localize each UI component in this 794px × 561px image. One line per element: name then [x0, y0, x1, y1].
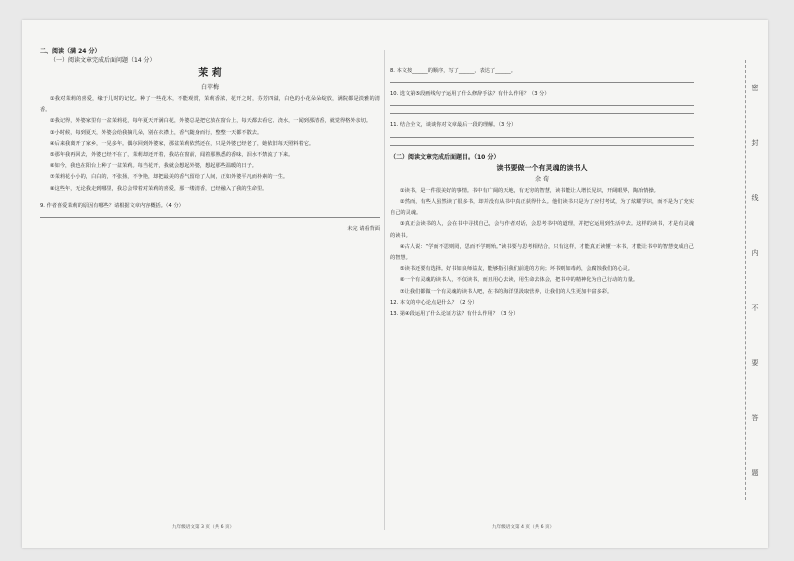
paragraph: ①我对茉莉的喜爱，缘于儿时的记忆。种了一些花木，不能观赏，茉莉香浓，花开之时，芬芳四溢，白色的小花朵朵绽放，满院都是淡雅的清香。 — [40, 96, 380, 114]
paragraph: ②我记得，外婆家里有一盆茉莉花，每年夏天开满白花，外婆总是把它放在窗台上，每天都去看它、浇水，一闻到那清香，就觉得格外亲切。 — [50, 118, 372, 125]
question-9: 9. 作者喜爱茉莉的原因有哪些？请根据文章内容概括。（4 分） — [40, 202, 184, 209]
seal-char: 不 — [751, 303, 759, 312]
article1-body — [40, 94, 380, 195]
seal-char: 线 — [751, 193, 759, 202]
question-10: 10. 选文第⑤段画线句子运用了什么修辞手法？有什么作用？（3 分） — [390, 91, 550, 98]
seal-char: 答 — [751, 413, 759, 422]
answer-line[interactable] — [40, 216, 380, 218]
seal-line — [745, 60, 764, 500]
article2-title: 读书要做一个有灵魂的读书人 — [496, 163, 588, 172]
answer-line[interactable] — [390, 104, 694, 106]
question-13: 13. 第④段运用了什么论证方法？有什么作用？（3 分） — [390, 311, 519, 318]
left-column — [40, 66, 380, 235]
left-page-footer: 九年级语文第 3 页（共 6 页） — [172, 525, 235, 530]
answer-line[interactable] — [390, 112, 694, 114]
right-page-footer: 九年级语文第 4 页（共 6 页） — [492, 525, 555, 530]
part2-title: （二）阅读文章完成后面题目。（10 分） — [390, 153, 500, 161]
right-column — [390, 66, 694, 320]
paragraph: ④后来我离开了家乡，一晃多年。偶尔回到外婆家，那盆茉莉依然还在，只是外婆已经老了，她依旧每天照料着它。 — [50, 140, 315, 147]
paragraph: ②然而，有些人虽然读了很多书，却并没有从书中真正获得什么。他们读书只是为了应付考试，为了炫耀学识，而不是为了充实自己的灵魂。 — [390, 199, 694, 217]
seal-char: 封 — [751, 138, 759, 147]
article2-author: 余 荀 — [535, 175, 549, 183]
answer-line[interactable] — [390, 144, 694, 146]
paragraph: ①读书，是一件很美好的事情。书中有广阔的天地，有无穷的智慧，读书能让人增长见识，开阔眼界，陶冶情操。 — [400, 187, 659, 194]
paragraph: ⑥一个有灵魂的读书人，不仅读书，而且用心去读，用生命去体会，把书中的精神化为自己行动的力量。 — [400, 277, 639, 284]
question-11: 11. 结合全文，谈谈你对文章最后一段的理解。（3 分） — [390, 122, 517, 129]
seal-char: 密 — [751, 83, 759, 92]
paragraph: ⑧这些年，无论我走到哪里，我总会带着对茉莉的喜爱，那一缕清香，已经融入了我的生命里。 — [50, 185, 268, 192]
article1-author: 白苹梅 — [200, 84, 219, 91]
paragraph: ③小时候，每到夏天，外婆会给我摘几朵，别在衣襟上，香气随身而行，整整一天都不散去。 — [50, 129, 263, 136]
section-header — [40, 46, 156, 64]
column-divider — [384, 50, 385, 530]
paragraph: ③真正会读书的人，会在书中寻找自己，会与作者对话，会思考书中的道理，并把它运用到生活中去。这样的读书，才是有灵魂的读书。 — [390, 221, 694, 239]
seal-char: 题 — [751, 468, 759, 477]
exam-sheet — [22, 20, 768, 548]
question-12: 12. 本文的中心论点是什么？（2 分） — [390, 299, 478, 306]
seal-char: 要 — [751, 358, 759, 367]
seal-char: 内 — [751, 248, 759, 257]
paragraph: ⑦让我们都做一个有灵魂的读书人吧，在书的海洋里汲取营养，让我们的人生更加丰富多彩。 — [400, 288, 613, 295]
paragraph: ⑥如今，我也在阳台上种了一盆茉莉。每当花开，我就会想起外婆，想起那些温暖的日子。 — [50, 163, 257, 170]
paragraph: ⑦茉莉花小小的，白白的，不张扬，不争艳，却把最美的香气留给了人间，正如外婆平凡而朴素的一生。 — [50, 174, 289, 181]
article1-title: 茉 莉 — [198, 68, 222, 79]
answer-line[interactable] — [390, 136, 694, 138]
answer-line[interactable] — [390, 81, 694, 83]
part1-title: （一）阅读文章完成后面问题（14 分） — [50, 57, 156, 64]
section-title: 二、阅读（满 24 分） — [40, 48, 101, 55]
paragraph: ④古人说：“学而不思则罔，思而不学则殆。”读书要与思考相结合，只有这样，才能真正读懂一本书，才能让书中的智慧变成自己的智慧。 — [390, 243, 694, 262]
question-8: 8. 本文按______的顺序，写了______，表达了______。 — [390, 68, 516, 74]
paragraph: ⑤读书还要有选择。好书如良师益友，能够指引我们前进的方向；坏书则如毒药，会腐蚀我们的心灵。 — [400, 266, 633, 273]
continue-note: 未完 请看背面 — [347, 226, 380, 233]
paragraph: ⑤那年我再回去，外婆已经不在了，茉莉却还开着，我站在窗前，闻着那熟悉的香味，泪水不禁流了下来。 — [50, 152, 294, 159]
